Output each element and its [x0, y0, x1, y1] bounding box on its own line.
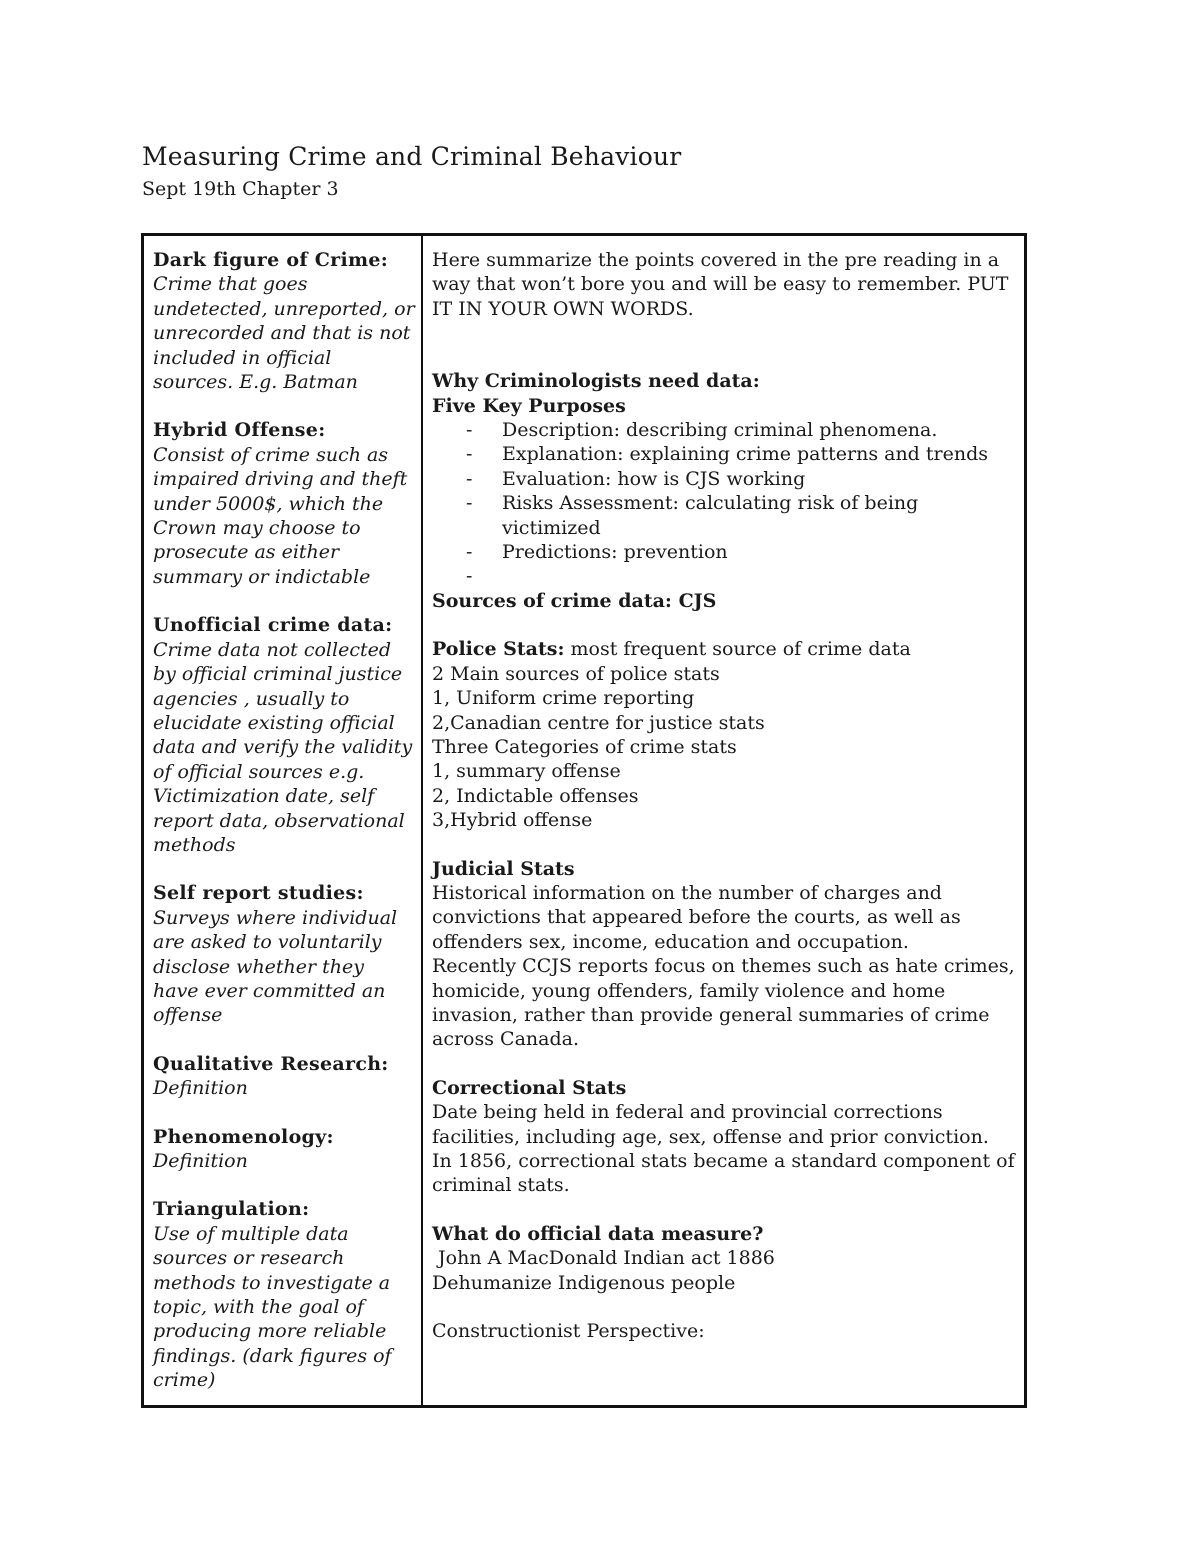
five-purposes-heading: Five Key Purposes — [432, 394, 626, 417]
why-heading: Why Criminologists need data: — [432, 370, 760, 393]
term-definition: Crime data not collected by official criminal justice agencies , usually to elucidate existing official data and verify the validity of official sources e.g. Victimization date, self report data, observational methods — [153, 638, 413, 856]
intro-text: Here summarize the points covered in the pre reading in a way that won’t bore you and will be easy to remember. PUT IT IN YOUR OWN WORDS. — [432, 249, 1009, 320]
list-item: - Evaluation: how is CJS working — [432, 467, 1022, 491]
term-block — [153, 418, 415, 589]
list-item — [432, 564, 1022, 588]
list-item: - Description: describing criminal phenomena. — [432, 418, 1022, 442]
page-subtitle: Sept 19th Chapter 3 — [142, 178, 339, 200]
sources-heading: Sources of crime data: CJS — [432, 589, 717, 612]
term-heading: Self report studies: — [153, 882, 364, 905]
page-title: Measuring Crime and Criminal Behaviour — [142, 142, 682, 171]
term-definition: Use of multiple data sources or research methods to investigate a topic, with the goal of producing more reliable findings. (dark figures of crime) — [153, 1222, 392, 1392]
judicial-text-2: Recently CCJS reports focus on themes such as hate crimes, homicide, young offenders, family violence and home invasion, rather than provide general summaries of crime across Canada. — [432, 955, 1015, 1051]
judicial-heading: Judicial Stats — [432, 857, 575, 880]
police-stats-label: Police Stats: — [432, 638, 565, 661]
list-item: - Predictions: prevention — [432, 540, 1022, 564]
police-line: Three Categories of crime stats — [432, 735, 737, 758]
police-line: 1, Uniform crime reporting — [432, 687, 695, 710]
police-line: 2 Main sources of police stats — [432, 662, 720, 685]
term-block — [153, 881, 415, 1027]
terms-column — [153, 248, 415, 1393]
constructionist-heading: Constructionist Perspective: — [432, 1320, 705, 1343]
term-heading: Dark figure of Crime: — [153, 249, 389, 271]
term-definition: Consist of crime such as impaired driving and theft under 5000$, which the Crown may choose to prosecute as either summary or indictable — [153, 443, 408, 588]
summary-column — [432, 248, 1022, 1343]
column-divider — [421, 236, 423, 1405]
correctional-text-2: In 1856, correctional stats became a standard component of criminal stats. — [432, 1150, 1015, 1197]
term-block — [153, 248, 415, 394]
term-heading: Unofficial crime data: — [153, 614, 393, 637]
term-heading: Qualitative Research: — [153, 1052, 389, 1075]
measure-heading: What do official data measure? — [432, 1222, 764, 1245]
correctional-heading: Correctional Stats — [432, 1076, 627, 1099]
measure-line: Dehumanize Indigenous people — [432, 1271, 736, 1294]
police-line: 2, Indictable offenses — [432, 784, 639, 807]
term-heading: Phenomenology: — [153, 1125, 334, 1148]
term-block — [153, 613, 415, 857]
term-heading: Triangulation: — [153, 1198, 310, 1221]
police-stats — [432, 637, 1022, 661]
list-item: - Explanation: explaining crime patterns and trends — [432, 442, 1022, 466]
term-heading: Hybrid Offense: — [153, 419, 326, 442]
notes-table — [141, 233, 1027, 1408]
term-definition: Surveys where individual are asked to voluntarily disclose whether they have ever committed an offense — [153, 906, 398, 1027]
term-definition: Crime that goes undetected, unreported, or unrecorded and that is not included in official sources. E.g. Batman — [153, 273, 415, 394]
correctional-text: Date being held in federal and provincial corrections facilities, including age, sex, offense and prior conviction. — [432, 1101, 989, 1148]
police-line: 2,Canadian centre for justice stats — [432, 711, 765, 734]
police-line: 3,Hybrid offense — [432, 809, 593, 832]
list-item: - Risks Assessment: calculating risk of being victimized — [432, 491, 1022, 540]
judicial-text: Historical information on the number of charges and convictions that appeared before the courts, as well as offenders sex, income, education and occupation. — [432, 881, 961, 953]
police-line: 1, summary offense — [432, 760, 621, 783]
term-block — [153, 1125, 415, 1174]
police-stats-text: most frequent source of crime data — [564, 638, 911, 661]
term-definition: Definition — [153, 1077, 248, 1100]
term-block — [153, 1052, 415, 1101]
measure-line: John A MacDonald Indian act 1886 — [432, 1247, 775, 1270]
term-block — [153, 1197, 415, 1392]
term-definition: Definition — [153, 1150, 248, 1172]
purposes-list — [432, 418, 1022, 589]
